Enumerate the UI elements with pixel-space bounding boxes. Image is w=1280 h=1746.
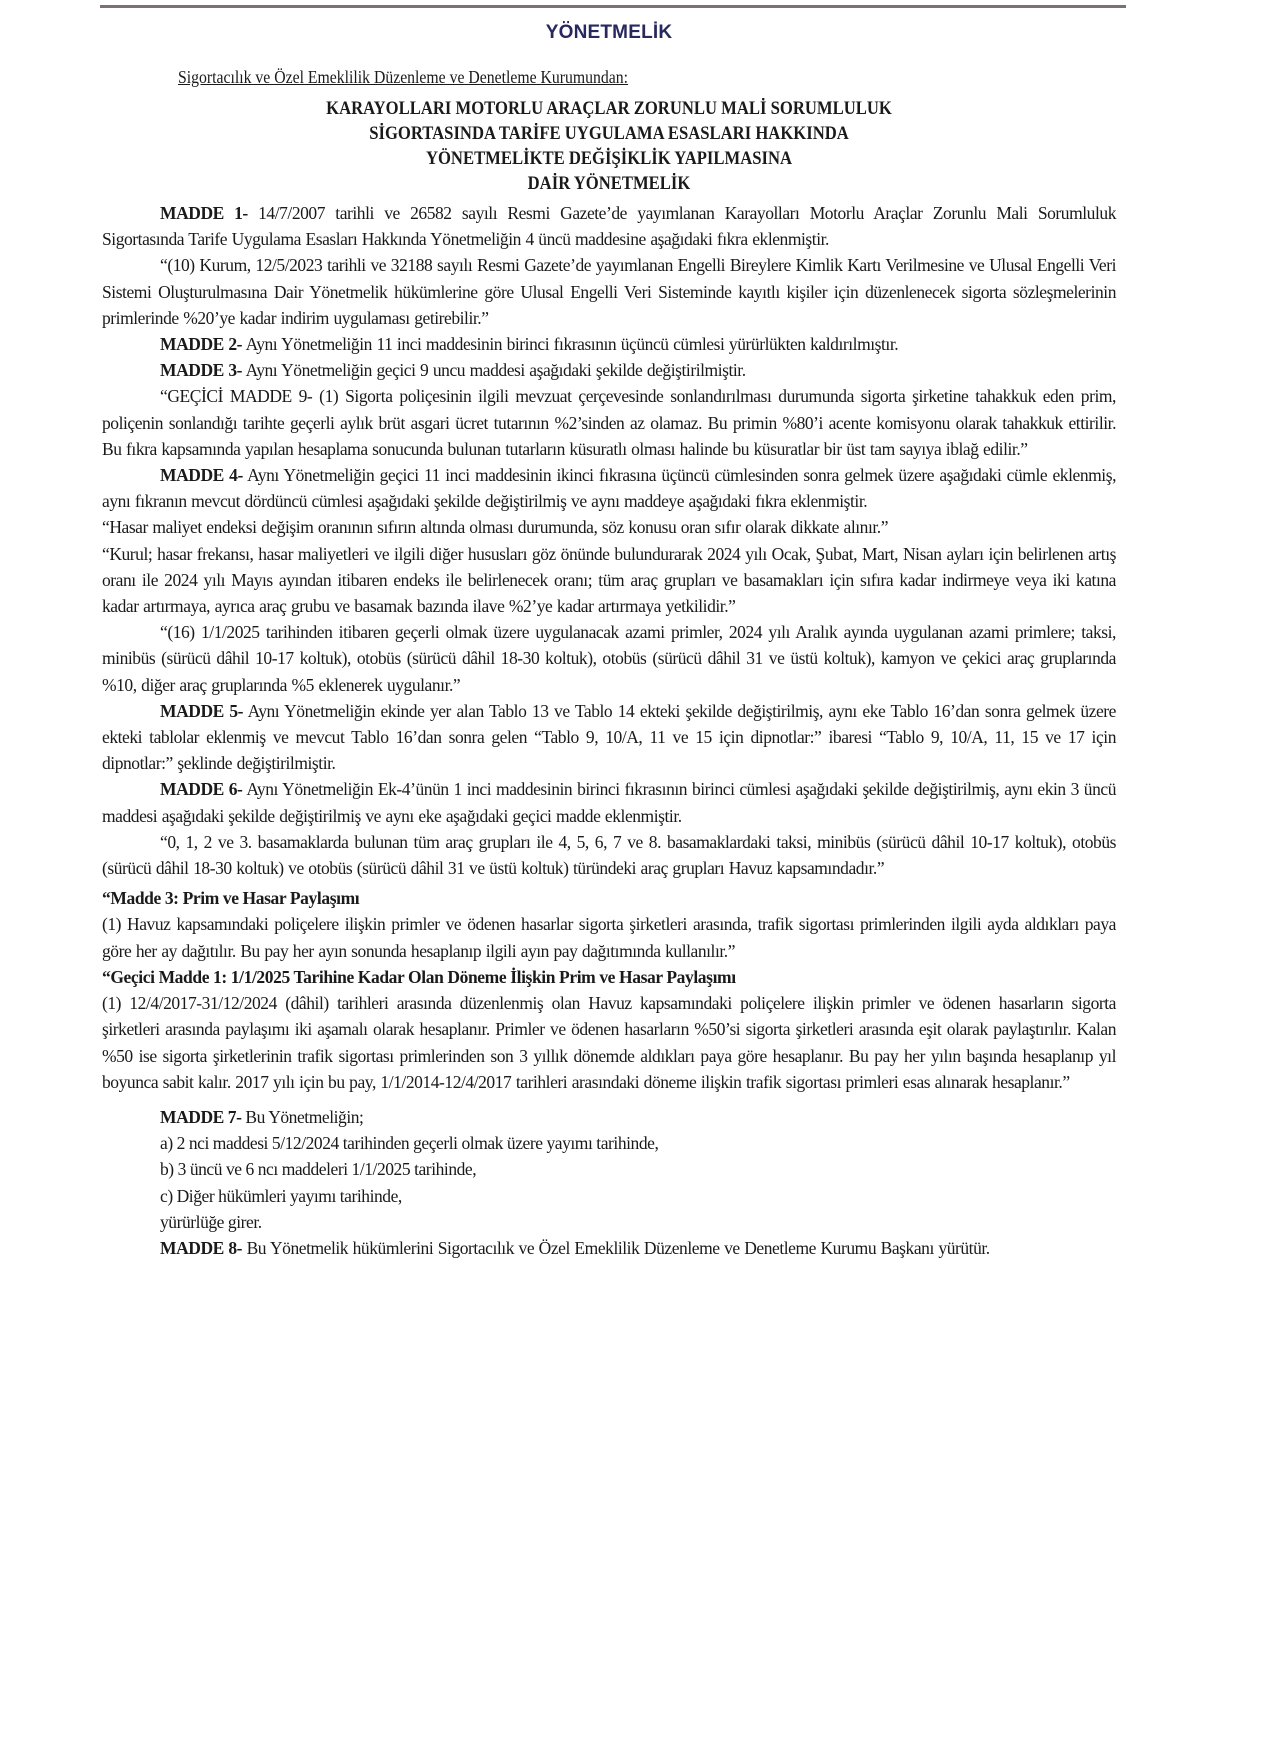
document-body <box>102 200 1116 1261</box>
article-label: MADDE 4- <box>160 465 243 486</box>
document-title: YÖNETMELİK <box>545 22 673 43</box>
article-4-quote-3: “(16) 1/1/2025 tarihinden itibaren geçerli olmak üzere uygulanacak azami primler, 2024 yılı Aralık ayında uygulanan azami primlere; taksi, minibüs (sürücü dâhil 10-17 koltuk), otobüs (sürücü dâhil 18-30 koltuk), otobüs (sürücü dâhil 31 ve üstü koltuk), kamyon ve çekici araç gruplarında %10, diğer araç gruplarında %5 eklenerek uygulanır.” <box>102 622 1116 695</box>
article-1 <box>102 200 1116 252</box>
article-label: MADDE 7- <box>160 1106 242 1127</box>
article-1-quote: “(10) Kurum, 12/5/2023 tarihli ve 32188 sayılı Resmi Gazete’de yayımlanan Engelli Bireylere Kimlik Kartı Verilmesine ve Ulusal Engelli Veri Sistemi Oluşturulmasına Dair Yönetmelik hükümlerine göre Ulusal Engelli Veri Sisteminde kayıtlı kişiler için düzenlenecek sigorta sözleşmelerinin primlerinde %20’ye kadar indirim uygulaması getirebilir.” <box>102 255 1116 328</box>
article-text: Aynı Yönetmeliğin 11 inci maddesinin birinci fıkrasının üçüncü cümlesi yürürlükten kaldırılmıştır. <box>242 334 899 355</box>
article-4-quote-1: “Hasar maliyet endeksi değişim oranının sıfırın altında olması durumunda, söz konusu oran sıfır olarak dikkate alınır.” <box>102 517 889 538</box>
annex-provisional-article-1-title: “Geçici Madde 1: 1/1/2025 Tarihine Kadar Olan Döneme İlişkin Prim ve Hasar Paylaşımı <box>102 966 736 987</box>
article-4 <box>102 462 1116 514</box>
heading-line: YÖNETMELİKTE DEĞİŞİKLİK YAPILMASINA <box>425 149 793 169</box>
article-7-item: yürürlüğe girer. <box>160 1211 262 1232</box>
article-7-item: a) 2 nci maddesi 5/12/2024 tarihinden geçerli olmak üzere yayımı tarihinde, <box>160 1133 659 1154</box>
article-text: Bu Yönetmeliğin; <box>241 1106 364 1127</box>
article-7 <box>102 1104 1116 1130</box>
article-6 <box>102 776 1116 828</box>
article-5 <box>102 698 1116 777</box>
regulation-heading <box>102 97 1116 197</box>
article-label: MADDE 1- <box>160 203 248 223</box>
article-3-quote: “GEÇİCİ MADDE 9- (1) Sigorta poliçesinin ilgili mevzuat çerçevesinde sonlandırılması durumunda sigorta şirketine tahakkuk eden prim, poliçenin sonlandığı tarihte geçerli aylık brüt asgari ücret tutarının %2’sinden az olamaz. Bu primin %80’i acente komisyonu olarak tahakkuk ettirilir. Bu fıkra kapsamında yapılan hesaplama sonucunda bulunan tutarların küsuratlı olması halinde bu küsuratlar bir üst tam sayıya iblağ edilir.” <box>102 386 1116 459</box>
article-label: MADDE 5- <box>160 700 244 721</box>
article-text: Aynı Yönetmeliğin geçici 9 uncu maddesi aşağıdaki şekilde değiştirilmiştir. <box>242 360 746 381</box>
heading-line: KARAYOLLARI MOTORLU ARAÇLAR ZORUNLU MALİ SORUMLULUK <box>326 99 892 119</box>
article-label: MADDE 2- <box>160 334 243 355</box>
article-label: MADDE 8- <box>160 1237 243 1258</box>
article-7-item: b) 3 üncü ve 6 ncı maddeleri 1/1/2025 tarihinde, <box>160 1159 477 1180</box>
article-text: 14/7/2007 tarihli ve 26582 sayılı Resmi Gazete’de yayımlanan Karayolları Motorlu Araçlar Zorunlu Mali Sorumluluk Sigortasında Tarife Uygulama Esasları Hakkında Yönetmeliğin 4 üncü maddesine aşağıdaki fıkra eklenmiştir. <box>102 203 1116 250</box>
article-3 <box>102 357 1116 383</box>
article-text: Bu Yönetmelik hükümlerini Sigortacılık ve Özel Emeklilik Düzenleme ve Denetleme Kurumu Başkanı yürütür. <box>242 1237 990 1258</box>
article-7-item: c) Diğer hükümleri yayımı tarihinde, <box>160 1185 402 1206</box>
annex-article-3-title: “Madde 3: Prim ve Hasar Paylaşımı <box>102 888 360 909</box>
article-label: MADDE 3- <box>160 360 243 381</box>
article-6-quote: “0, 1, 2 ve 3. basamaklarda bulunan tüm araç grupları ile 4, 5, 6, 7 ve 8. basamaklardaki taksi, minibüs (sürücü dâhil 10-17 koltuk), otobüs (sürücü dâhil 18-30 koltuk) ve otobüs (sürücü dâhil 31 ve üstü koltuk) türündeki araç grupları Havuz kapsamındadır.” <box>102 831 1116 879</box>
issuing-authority: Sigortacılık ve Özel Emeklilik Düzenleme ve Denetleme Kurumundan: <box>178 67 629 87</box>
article-text: Aynı Yönetmeliğin geçici 11 inci maddesinin ikinci fıkrasına üçüncü cümlesinden sonra gelmek üzere aşağıdaki cümle eklenmiş, aynı fıkranın mevcut dördüncü cümlesi aşağıdaki şekilde değiştirilmiş ve aynı maddeye aşağıdaki fıkra eklenmiştir. <box>102 465 1116 512</box>
heading-line: SİGORTASINDA TARİFE UYGULAMA ESASLARI HAKKINDA <box>369 124 849 144</box>
article-4-quote-2: “Kurul; hasar frekansı, hasar maliyetleri ve ilgili diğer hususları göz önünde bulundurarak 2024 yılı Ocak, Şubat, Mart, Nisan ayları için belirlenen artış oranı ile 2024 yılı Mayıs ayından itibaren endeks ile belirlenecek oranı; tüm araç grupları ve basamakları için sıfıra kadar indirmeye veya iki katına kadar artırmaya, ayrıca araç grubu ve basamak bazında ilave %2’ye kadar artırmaya yetkilidir.” <box>102 543 1116 617</box>
heading-line: DAİR YÖNETMELİK <box>527 174 691 194</box>
article-text: Aynı Yönetmeliğin Ek-4’ünün 1 inci maddesinin birinci fıkrasının birinci cümlesi aşağıdaki şekilde değiştirilmiş, aynı ekin 3 üncü maddesi aşağıdaki şekilde değiştirilmiş ve aynı eke aşağıdaki geçici madde eklenmiştir. <box>102 779 1117 826</box>
article-label: MADDE 6- <box>160 779 243 800</box>
article-2 <box>102 331 1116 357</box>
top-divider <box>100 5 1126 8</box>
article-text: Aynı Yönetmeliğin ekinde yer alan Tablo 13 ve Tablo 14 ekteki şekilde değiştirilmiş, aynı eke Tablo 16’dan sonra gelmek üzere ekteki tablolar eklenmiş ve mevcut Tablo 16’dan sonra gelen “Tablo 9, 10/A, 11 ve 15 için dipnotlar:” ibaresi “Tablo 9, 10/A, 11, 15 ve 17 için dipnotlar:” şeklinde değiştirilmiştir. <box>102 700 1116 774</box>
annex-provisional-article-1-text: (1) 12/4/2017-31/12/2024 (dâhil) tarihleri arasında düzenlenmiş olan Havuz kapsamındaki poliçelere ilişkin primler ve ödenen hasarların sigorta şirketleri arasında paylaşımı iki aşamalı olarak hesaplanır. Primler ve ödenen hasarların %50’si sigorta şirketleri arasında eşit olarak paylaştırılır. Kalan %50 ise sigorta şirketlerinin trafik sigortası primlerinden son 3 yıllık dönemde aldıkları paya göre hesaplanır. Bu pay her yılın başında hesaplanıp yıl boyunca sabit kalır. 2017 yılı için bu pay, 1/1/2014-12/4/2017 tarihleri arasındaki döneme ilişkin trafik sigortası primleri esas alınarak hesaplanır.” <box>102 993 1116 1092</box>
article-8 <box>102 1235 1116 1261</box>
annex-article-3-text: (1) Havuz kapsamındaki poliçelere ilişkin primler ve ödenen hasarlar sigorta şirketleri arasında, trafik sigortası primlerinden ilgili ayda aldıkları paya göre her ay dağıtılır. Bu pay her ayın sonunda hesaplanıp ilgili ayın pay dağıtımında kullanılır.” <box>102 914 1116 961</box>
